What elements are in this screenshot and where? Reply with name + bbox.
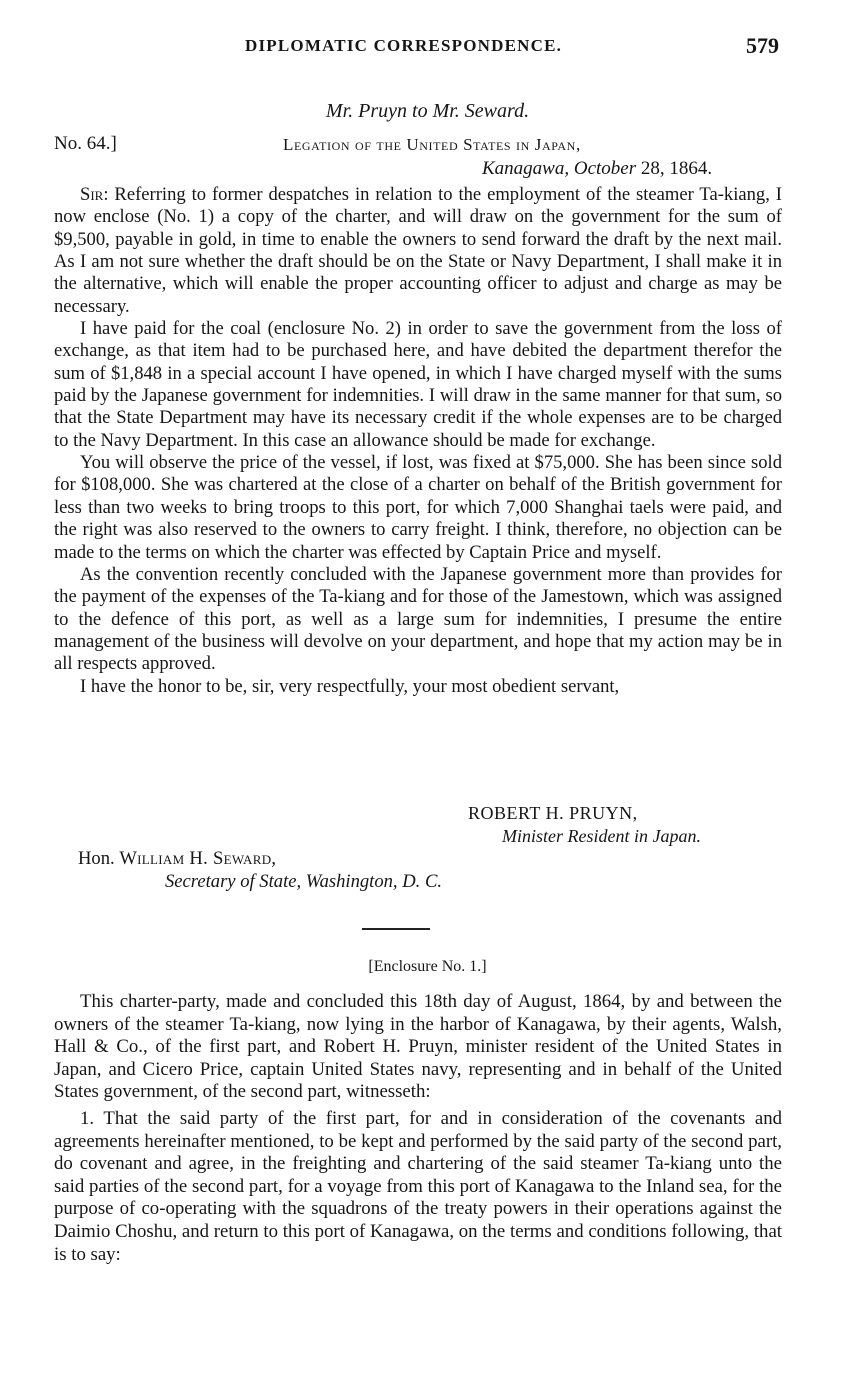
enclosure-label: [Enclosure No. 1.] — [368, 958, 487, 975]
page-number: 579 — [746, 33, 779, 58]
dateline-date: 28, 1864. — [636, 158, 713, 179]
addressee — [78, 848, 276, 870]
enclosure-paragraph-2: 1. That the said party of the first part, for and in consideration of the covenants and agreements hereinafter mentioned, to be kept and performed by the said party of the second part, do covenant and agree, in the freighting and chartering of the said steamer Ta-kiang unto the said parties of the second part, for a voyage from this port of Kanagawa to the Inland sea, for the purpose of co-operating with the squadrons of the treaty powers in their operations against the Daimio Choshu, and return to this port of Kanagawa, on the terms and conditions following, that is to say: — [54, 1107, 782, 1265]
letter-paragraph-4: As the convention recently concluded with the Japanese government more than provides for the payment of the expenses of the Ta-kiang and for those of the Jamestown, which was assigned to the defence of this port, as well as a large sum for indemnities, I presume the entire management of the business will devolve on your department, and hope that my action may be in all respects approved. — [54, 563, 782, 675]
enclosure-body — [54, 991, 782, 1266]
dateline-place: Kanagawa, October — [482, 158, 637, 179]
dateline — [482, 158, 712, 180]
signature-title: Minister Resident in Japan. — [502, 826, 701, 846]
letter-heading: Mr. Pruyn to Mr. Seward. — [325, 100, 530, 122]
letter-paragraph-1 — [54, 184, 782, 318]
letter-paragraph-3: You will observe the price of the vessel, if lost, was fixed at $75,000. She has been since sold for $108,000. She was chartered at the close of a charter on behalf of the British government for less than two weeks to bring troops to this port, for which 7,000 Shanghai taels were paid, and the right was also reserved to the owners to carry freight. I think, therefore, no objection can be made to the terms on which the charter was effected by Captain Price and myself. — [54, 452, 782, 563]
section-divider — [362, 928, 430, 930]
signature-name: ROBERT H. PRUYN, — [468, 803, 638, 823]
addressee-prefix: Hon. — [78, 848, 115, 869]
document-number: No. 64.] — [54, 133, 117, 154]
closing-line: I have the honor to be, sir, very respectfully, your most obedient servant, — [80, 675, 620, 697]
paragraph-text: : Referring to former despatches in relation to the employment of the steamer Ta-kiang, I now enclose (No. 1) a copy of the charter, and will draw on the government for the sum of $9,500, payable in gold, in time to enable the owners to send forward the draft by the next mail. As I am not sure whether the draft should be on the State or Navy Department, I shall make it in the alternative, which will enable the proper accounting officer to adjust and charge as may be necessary. — [54, 184, 782, 317]
letter-body — [54, 184, 782, 698]
letter-paragraph-2: I have paid for the coal (enclosure No. 2) in order to save the government from the loss of exchange, as that item had to be purchased here, and have debited the department therefor the sum of $1,848 in a special account I have opened, in which I have charged myself with the sums paid by the Japanese government for indemnities. I will draw in the same manner for that sum, so that the State Department may have its necessary credit if the whole expenses are to be charged to the Navy Department. In this case an allowance should be made for exchange. — [54, 318, 782, 451]
salutation: Sir — [80, 184, 104, 205]
running-title: DIPLOMATIC CORRESPONDENCE. — [245, 36, 563, 55]
addressee-name: William H. Seward, — [119, 848, 277, 869]
addressee-title: Secretary of State, Washington, D. C. — [165, 871, 442, 892]
running-head — [0, 33, 855, 62]
enclosure-paragraph-1: This charter-party, made and concluded this 18th day of August, 1864, by and between the owners of the steamer Ta-kiang, now lying in the harbor of Kanagawa, by their agents, Walsh, Hall & Co., of the first part, and Robert H. Pruyn, minister resident of the United States in Japan, and Cicero Price, captain United States navy, representing and in behalf of the United States government, of the second part, witnesseth: — [54, 991, 782, 1103]
legation-line: Legation of the United States in Japan, — [283, 135, 581, 154]
